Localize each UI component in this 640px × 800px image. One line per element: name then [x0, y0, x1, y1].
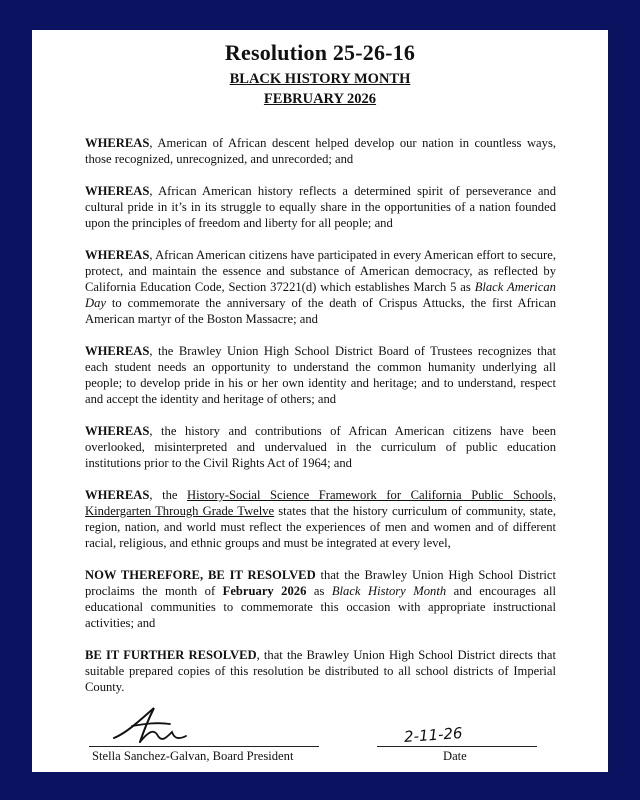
- whereas-paragraph-2: [85, 183, 556, 231]
- paragraph-lead: WHEREAS: [85, 488, 150, 502]
- whereas-paragraph-3: [85, 247, 556, 327]
- president-signature-line: [89, 746, 319, 747]
- further-resolved-paragraph: [85, 647, 556, 695]
- paragraph-text: , African American citizens have participated in every American effort to secure, protect, and maintain the essence and substance of American democracy, as reflected by California Education Code, Section 37221(d) which establishes March 5 as: [85, 248, 556, 294]
- paragraph-text: and encourages all educational communities to commemorate this occasion with appropriate instructional activities; and: [85, 584, 556, 630]
- paragraph-bold: February 2026: [222, 584, 307, 598]
- resolution-body: [85, 135, 556, 711]
- paragraph-text: that the Brawley Union High School District proclaims the month of: [85, 568, 556, 598]
- paragraph-lead: WHEREAS: [85, 424, 150, 438]
- paragraph-lead: WHEREAS: [85, 248, 150, 262]
- paragraph-text: , the Brawley Union High School District Board of Trustees recognizes that each student needs an opportunity to understand the common humanity underlying all people; to develop pride in his or her own identity and heritage; and to understand, respect and accept the identity and heritage of others; and: [85, 344, 556, 406]
- paragraph-lead: BE IT FURTHER RESOLVED: [85, 648, 257, 662]
- paragraph-text: , that the Brawley Union High School District directs that suitable prepared copies of this resolution be distributed to all school districts of Imperial County.: [85, 648, 556, 694]
- resolution-subtitle: BLACK HISTORY MONTH: [229, 71, 411, 87]
- resolved-paragraph: [85, 567, 556, 631]
- paragraph-text: as: [306, 584, 332, 598]
- paragraph-lead: WHEREAS: [85, 184, 150, 198]
- paragraph-italic: Black History Month: [331, 584, 447, 598]
- paragraph-text: states that the history curriculum of community, state, region, nation, and world must reflect the experiences of men and women and of different racial, religious, and ethnic groups and must be integrated at every level,: [85, 504, 556, 550]
- resolution-page: [32, 30, 608, 772]
- paragraph-text: , the history and contributions of African American citizens have been overlooked, misinterpreted and undervalued in the curriculum of public education institutions prior to the Civil Rights Act of 1964; and: [85, 424, 556, 470]
- paragraph-italic: Black American Day: [85, 280, 556, 310]
- handwritten-date: 2-11-26: [403, 723, 464, 747]
- paragraph-lead: NOW THEREFORE, BE IT RESOLVED: [85, 568, 316, 582]
- paragraph-lead: WHEREAS: [85, 344, 150, 358]
- page-title: Resolution 25-26-16: [224, 40, 416, 65]
- date-signature-line: [377, 746, 537, 747]
- whereas-paragraph-1: [85, 135, 556, 167]
- whereas-paragraph-6: [85, 487, 556, 551]
- paragraph-text: to commemorate the anniversary of the death of Crispus Attucks, the first African American martyr of the Boston Massacre; and: [85, 296, 556, 326]
- framework-title: History-Social Science Framework for California Public Schools, Kindergarten Through Grade Twelve: [85, 488, 556, 518]
- resolution-date-line: FEBRUARY 2026: [263, 91, 377, 107]
- president-signature: [110, 702, 190, 748]
- whereas-paragraph-4: [85, 343, 556, 407]
- paragraph-text: , the: [149, 488, 188, 502]
- president-label: Stella Sanchez-Galvan, Board President: [92, 749, 294, 763]
- paragraph-text: , African American history reflects a determined spirit of perseverance and cultural pride in it’s in its struggle to equally share in the opportunities of a nation founded upon the principles of freedom and liberty for all people; and: [85, 184, 556, 230]
- paragraph-lead: WHEREAS: [85, 136, 150, 150]
- paragraph-text: , American of African descent helped develop our nation in countless ways, those recognized, unrecognized, and unrecorded; and: [85, 136, 556, 166]
- date-label: Date: [443, 749, 467, 763]
- whereas-paragraph-5: [85, 423, 556, 471]
